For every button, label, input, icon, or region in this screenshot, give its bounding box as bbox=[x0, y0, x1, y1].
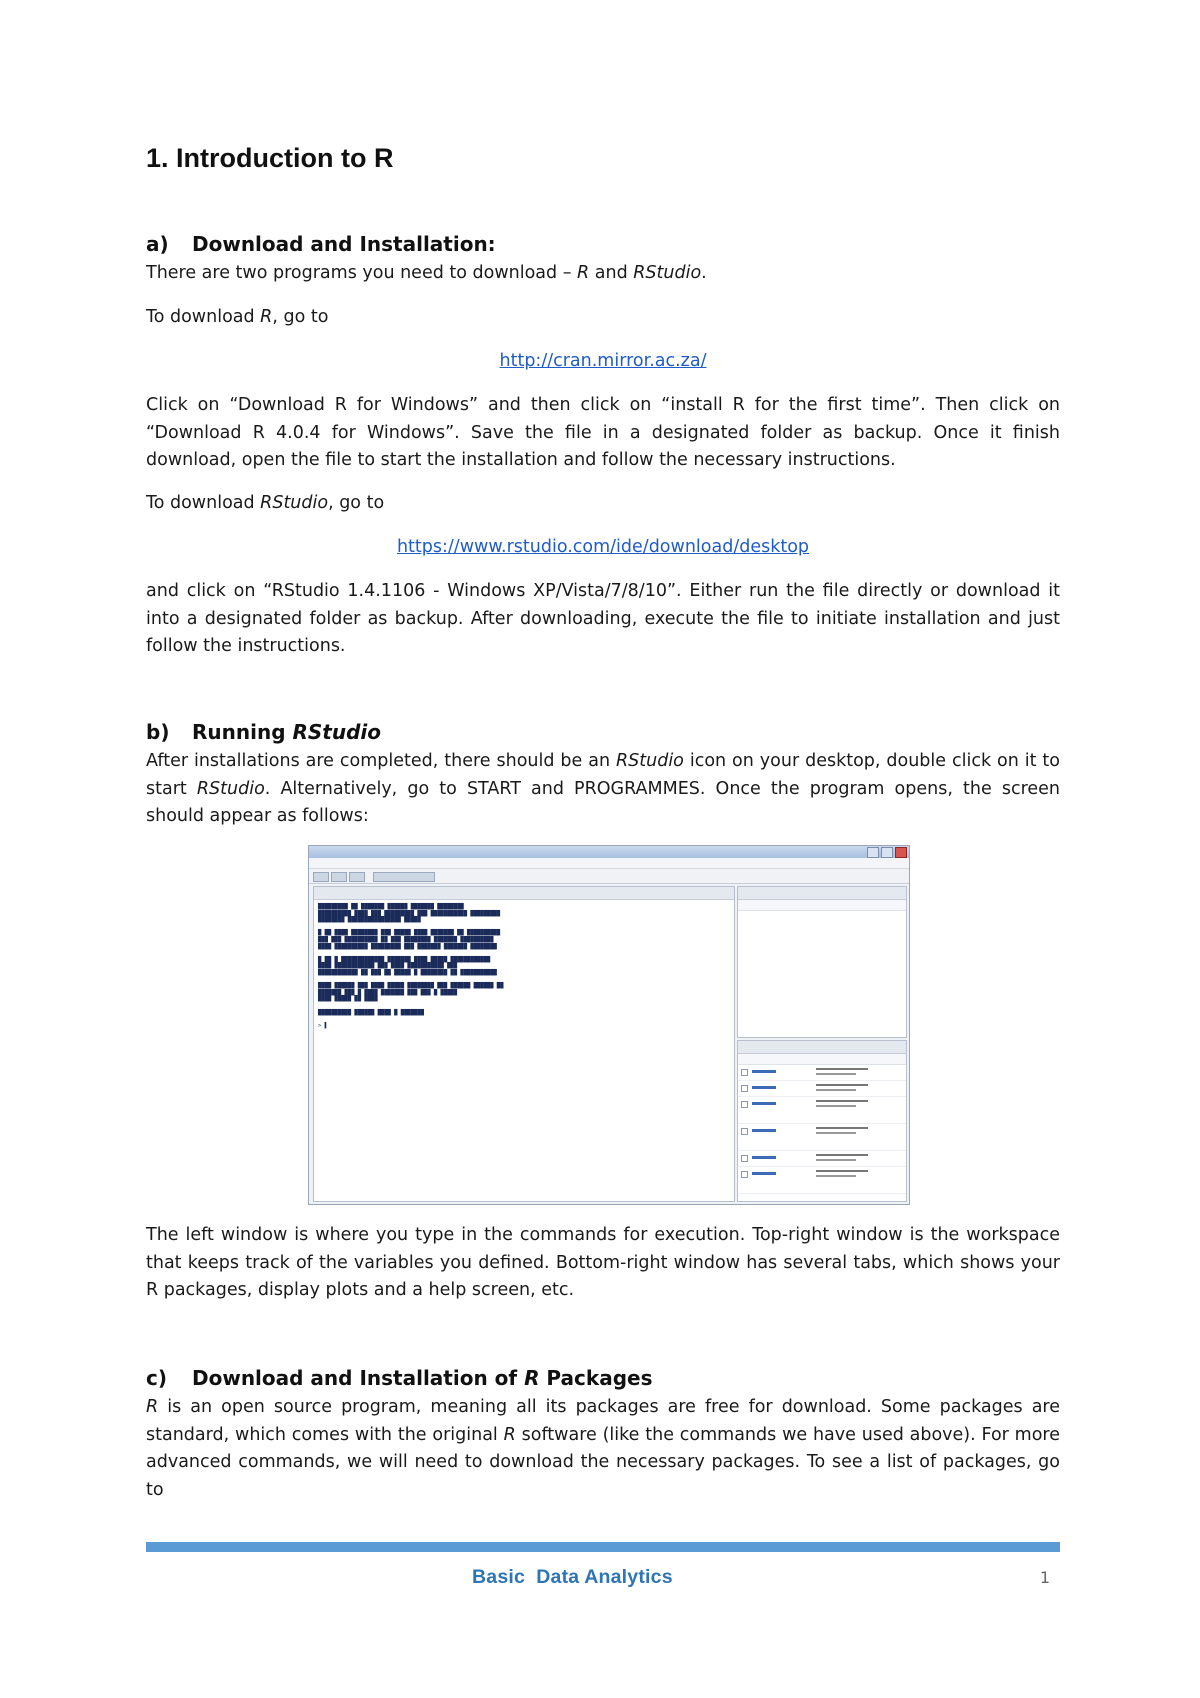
text: After installations are completed, there should be an bbox=[146, 751, 616, 771]
text: software (like the commands we have used above). For more advanced commands, we will need to download the necessary packages. To see a list of packages, go to bbox=[146, 1424, 1061, 1500]
text: To download bbox=[146, 307, 261, 327]
section-title: Running bbox=[192, 720, 293, 744]
page-footer bbox=[146, 1566, 1060, 1596]
maximize-icon bbox=[881, 847, 893, 858]
rstudio-screenshot bbox=[308, 845, 910, 1205]
paragraph-download-r bbox=[146, 304, 1060, 332]
text: RStudio bbox=[196, 778, 265, 799]
section-title: Download and Installation of bbox=[192, 1366, 525, 1390]
footer-title: Basic Data Analytics bbox=[472, 1566, 673, 1588]
page-title: 1. Introduction to R bbox=[146, 143, 394, 173]
text: , go to bbox=[328, 493, 385, 513]
paragraph-packages bbox=[146, 1394, 1060, 1504]
text: There are two programs you need to download – bbox=[146, 263, 578, 283]
text: is an open source program, meaning all its packages are free for download. Some packages are standard, which comes with the original bbox=[146, 1397, 1060, 1445]
section-title-em: R bbox=[524, 1366, 540, 1390]
section-heading-c bbox=[146, 1366, 653, 1390]
text: R bbox=[577, 263, 590, 283]
section-heading-a bbox=[146, 232, 496, 256]
text: RStudio bbox=[633, 263, 702, 283]
text: RStudio bbox=[260, 493, 329, 513]
text: R bbox=[503, 1424, 516, 1445]
paragraph-install-r: Click on “Download R for Windows” and then click on “install R for the first time”. Then click on “Download R 4.0.4 for Windows”. Save the file in a designated folder as backup. Once it finish download, open the file to start the installation and follow the necessary instructions. bbox=[146, 395, 1060, 470]
text: To download bbox=[146, 493, 261, 513]
screenshot-packages-pane bbox=[737, 1040, 907, 1202]
text: and bbox=[589, 263, 634, 283]
link-row-rstudio bbox=[146, 534, 1060, 562]
cran-link[interactable]: http://cran.mirror.ac.za/ bbox=[499, 351, 707, 371]
paragraph-window-description: The left window is where you type in the commands for execution. Top-right window is the workspace that keeps track of the variables you defined. Bottom-right window has several tabs, which shows your R packages, display plots and a help screen, etc. bbox=[146, 1225, 1060, 1300]
section-label: c) bbox=[146, 1366, 167, 1390]
paragraph-programs bbox=[146, 260, 1060, 288]
screenshot-titlebar bbox=[309, 846, 909, 858]
section-heading-b bbox=[146, 720, 382, 744]
footer-rule bbox=[146, 1542, 1060, 1552]
close-icon bbox=[895, 847, 907, 858]
rstudio-link[interactable]: https://www.rstudio.com/ide/download/desktop bbox=[396, 537, 810, 557]
text: . Alternatively, go to START and PROGRAMMES. Once the program opens, the screen should appear as follows: bbox=[146, 778, 1061, 826]
paragraph-install-rstudio: and click on “RStudio 1.4.1106 - Windows XP/Vista/7/8/10”. Either run the file directly or download it into a designated folder as backup. After downloading, execute the file to initiate installation and just follow the instructions. bbox=[146, 581, 1060, 656]
paragraph-running-rstudio bbox=[146, 748, 1060, 831]
link-row-cran bbox=[146, 348, 1060, 376]
section-label: a) bbox=[146, 232, 169, 256]
page-number: 1 bbox=[1039, 1568, 1050, 1587]
text: R bbox=[260, 307, 273, 327]
text: . bbox=[701, 263, 707, 283]
section-title: Download and Installation: bbox=[192, 232, 496, 256]
minimize-icon bbox=[867, 847, 879, 858]
section-title-after: Packages bbox=[539, 1366, 653, 1390]
screenshot-toolbar bbox=[309, 869, 909, 884]
screenshot-workspace-pane bbox=[737, 886, 907, 1038]
text: RStudio bbox=[615, 751, 684, 771]
section-label: b) bbox=[146, 720, 170, 744]
paragraph-download-rstudio bbox=[146, 490, 1060, 518]
section-title-em: RStudio bbox=[292, 720, 382, 744]
screenshot-console-pane: █████████ ██ ███████ ██████ ███████ ████████ ██████████ ████ ███ █████████ ███ ███████████ █████████ ████████ ████████████████ █████ █ ██ ████ ████████ ███ █████ ████ ███████ ██ ██████████ ███ ███ ██████████ ██ ███ ████████ ███████ ██████████ ████ ██████████ █████████ ███ ███████ ███████ ████████ █ ██ █ █████████████ ███████ ████ █████ ████████████ ████ ████████████ ███ ████ ███████████ ███ ████████████ ██ ███ ██ █████ █ ████████ ██ ███████████ ████ ██████ ███ ████ █████ ████████ ███ ██████ ██████ ██ ███████ ███ █ ████ ███████ ███ ███ █ █████ ████ █████ ██ ████ ██████████ ██████ ████ █ ███████ > ▌ bbox=[313, 886, 735, 1202]
text: R bbox=[146, 1397, 159, 1417]
text: icon on your desktop, double click on it to start bbox=[146, 751, 1060, 799]
text: , go to bbox=[272, 307, 329, 327]
screenshot-menubar bbox=[309, 858, 909, 869]
